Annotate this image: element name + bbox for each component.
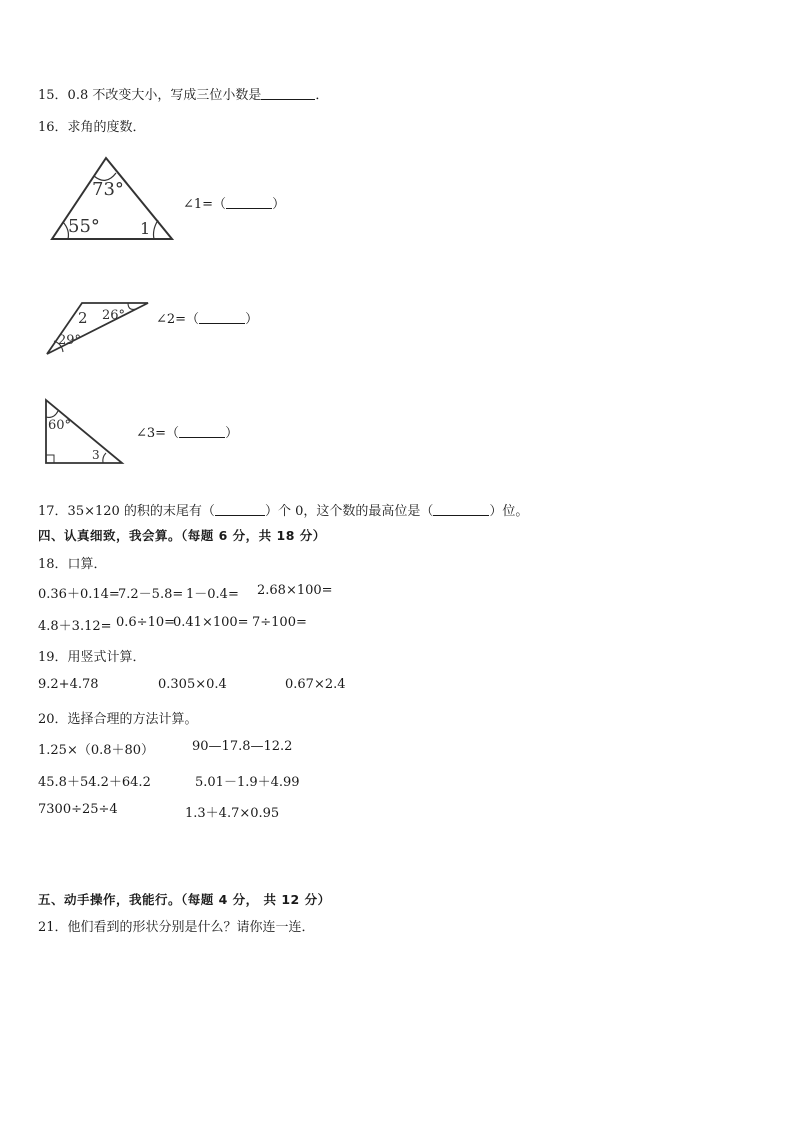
angle-1-answer: ∠1=（ ） bbox=[183, 197, 286, 212]
question-text: 选择合理的方法计算。 bbox=[67, 712, 198, 727]
question-number: 15． bbox=[38, 88, 68, 103]
triangle-figure-3 bbox=[42, 397, 132, 467]
smart-calc-2: 90—17.8—12.2 bbox=[192, 739, 293, 754]
angle-label-29: 29° bbox=[58, 333, 82, 348]
smart-calc-3: 45.8＋54.2＋64.2 bbox=[38, 775, 151, 790]
answer-blank[interactable] bbox=[433, 503, 489, 516]
question-text: 求角的度数． bbox=[67, 120, 146, 135]
question-number: 18． bbox=[38, 557, 68, 572]
section-4-title: 四、认真细致，我会算。（每题 6 分，共 18 分） bbox=[38, 528, 326, 543]
question-text: 他们看到的形状分别是什么？请你连一连． bbox=[67, 920, 315, 935]
angle-label-73: 73° bbox=[92, 179, 124, 200]
question-number: 16． bbox=[38, 120, 68, 135]
angle-label-2: 2 bbox=[78, 309, 88, 327]
question-21 bbox=[38, 916, 315, 935]
question-text: 口算． bbox=[67, 557, 107, 572]
question-17: 17．35×120 的积的末尾有（ ）个 0，这个数的最高位是（ ）位。 bbox=[38, 504, 529, 519]
oral-calc-8: 7÷100= bbox=[252, 615, 307, 630]
angle-3-answer: ∠3=（ ） bbox=[136, 426, 239, 441]
question-19 bbox=[38, 646, 146, 665]
answer-blank[interactable] bbox=[215, 503, 265, 516]
angle-2-answer: ∠2=（ ） bbox=[156, 312, 259, 327]
angle-label-1: 1 bbox=[140, 219, 151, 238]
oral-calc-7: 0.41×100= bbox=[173, 615, 249, 630]
answer-blank[interactable] bbox=[261, 87, 315, 100]
triangle-figure-1 bbox=[48, 154, 178, 244]
answer-blank[interactable] bbox=[226, 196, 272, 209]
smart-calc-1: 1.25×（0.8＋80） bbox=[38, 743, 155, 758]
smart-calc-4: 5.01－1.9＋4.99 bbox=[195, 775, 300, 790]
answer-blank[interactable] bbox=[199, 311, 245, 324]
vertical-calc-3: 0.67×2.4 bbox=[285, 677, 346, 692]
oral-calc-5: 4.8＋3.12= bbox=[38, 619, 112, 634]
oral-calc-6: 0.6÷10= bbox=[116, 615, 176, 630]
question-number: 20． bbox=[38, 712, 68, 727]
question-number: 19． bbox=[38, 650, 68, 665]
oral-calc-2: 7.2－5.8= bbox=[118, 587, 184, 602]
angle-label-60: 60° bbox=[48, 418, 72, 433]
question-18 bbox=[38, 553, 107, 572]
angle-label-3: 3 bbox=[92, 448, 100, 462]
angle-label-26: 26° bbox=[102, 308, 126, 323]
oral-calc-1: 0.36＋0.14= bbox=[38, 587, 120, 602]
question-number: 21． bbox=[38, 920, 68, 935]
question-text: 用竖式计算． bbox=[67, 650, 146, 665]
vertical-calc-2: 0.305×0.4 bbox=[158, 677, 227, 692]
smart-calc-6: 1.3＋4.7×0.95 bbox=[185, 806, 280, 821]
vertical-calc-1: 9.2+4.78 bbox=[38, 677, 99, 692]
oral-calc-4: 2.68×100= bbox=[257, 583, 333, 598]
question-20 bbox=[38, 708, 198, 727]
smart-calc-5: 7300÷25÷4 bbox=[38, 802, 118, 817]
question-text: 0.8 不改变大小，写成三位小数是 bbox=[67, 88, 262, 103]
oral-calc-3: 1－0.4= bbox=[186, 587, 239, 602]
question-16 bbox=[38, 116, 146, 135]
answer-blank[interactable] bbox=[179, 425, 225, 438]
triangle-figure-2 bbox=[44, 300, 154, 360]
section-5-title: 五、动手操作，我能行。（每题 4 分， 共 12 分） bbox=[38, 892, 331, 907]
angle-label-55: 55° bbox=[68, 216, 100, 237]
question-15: 15．0.8 不改变大小，写成三位小数是 ． bbox=[38, 88, 329, 103]
question-number: 17． bbox=[38, 504, 68, 519]
